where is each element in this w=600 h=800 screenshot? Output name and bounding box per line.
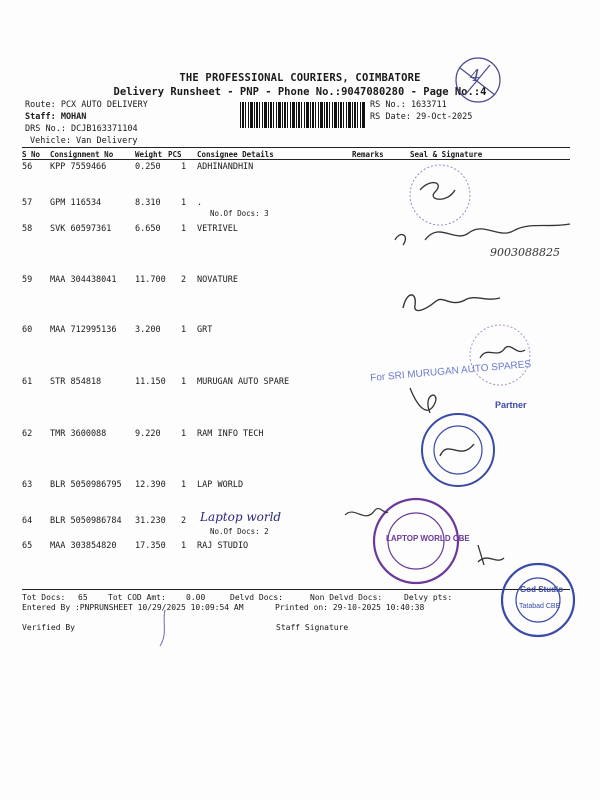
god-studio-name: God Studio — [520, 585, 564, 594]
drs-number: DRS No.: DCJB163371104 — [25, 124, 138, 134]
row-weight: 17.350 — [135, 541, 166, 551]
row-sno: 57 — [22, 198, 33, 208]
document-title: THE PROFESSIONAL COURIERS, COIMBATORE — [179, 72, 421, 84]
row-docs-count: No.Of Docs: 2 — [210, 527, 269, 536]
staff-label: Staff: MOHAN — [25, 112, 87, 122]
printed-on: Printed on: 29-10-2025 10:40:38 — [275, 603, 425, 612]
row-consignee: VETRIVEL — [197, 224, 238, 234]
row-sno: 65 — [22, 541, 33, 551]
staff-signature: Staff Signature — [276, 623, 349, 632]
row-consignment-no: MAA 712995136 — [50, 325, 117, 335]
god-studio-place: Tatabad CBE — [519, 603, 561, 610]
rs-date: RS Date: 29-Oct-2025 — [370, 112, 473, 122]
row-consignment-no: BLR 5050986784 — [50, 516, 122, 526]
barcode — [240, 102, 366, 128]
row-consignment-no: TMR 3600088 — [50, 429, 107, 439]
row-sno: 58 — [22, 224, 33, 234]
row-pcs: 1 — [181, 541, 187, 551]
partner-stamp-text: Partner — [495, 400, 527, 410]
row-consignment-no: GPM 116534 — [50, 198, 102, 208]
col-consignment: Consignment No — [50, 150, 114, 159]
col-weight: Weight — [135, 150, 163, 159]
row-consignment-no: STR 854818 — [50, 377, 102, 387]
verified-scribble — [150, 608, 180, 648]
row-pcs: 1 — [181, 480, 187, 490]
row-consignee: ADHINANDHIN — [197, 162, 254, 172]
row-consignee: RAM INFO TECH — [197, 429, 264, 439]
row-weight: 3.200 — [135, 325, 161, 335]
header-rule-top — [22, 147, 570, 148]
row-consignee: NOVATURE — [197, 275, 238, 285]
row-docs-count: No.Of Docs: 3 — [210, 209, 269, 218]
col-seal-signature: Seal & Signature — [410, 150, 483, 159]
row-consignment-no: KPP 7559466 — [50, 162, 107, 172]
row58-signature — [385, 210, 585, 270]
col-sno: S No — [22, 150, 41, 159]
entered-by: Entered By :PNPRUNSHEET 10/29/2025 10:09:54 AM — [22, 603, 244, 612]
row-consignee: LAP WORLD — [197, 480, 244, 490]
non-delvd-docs-label: Non Delvd Docs: — [310, 593, 383, 602]
row62-seal — [418, 410, 498, 490]
row60-seal — [455, 320, 545, 390]
row-sno: 59 — [22, 275, 33, 285]
lap-world-stamp-text: LAPTOP WORLD CBE — [386, 534, 470, 543]
row-pcs: 1 — [181, 429, 187, 439]
row-pcs: 1 — [181, 377, 187, 387]
col-pcs: PCS — [168, 150, 182, 159]
row-sno: 61 — [22, 377, 33, 387]
tot-docs-value: 65 — [78, 593, 88, 602]
row-weight: 12.390 — [135, 480, 166, 490]
row-pcs: 1 — [181, 325, 187, 335]
god-studio-stamp — [498, 560, 578, 640]
row-weight: 31.230 — [135, 516, 166, 526]
tot-cod-value: 0.00 — [186, 593, 206, 602]
row-sno: 64 — [22, 516, 33, 526]
col-remarks: Remarks — [352, 150, 384, 159]
row-consignee: . — [197, 198, 203, 208]
rs-number: RS No.: 1633711 — [370, 100, 447, 110]
footer-rule — [22, 589, 570, 590]
row-sno: 62 — [22, 429, 33, 439]
route-label: Route: PCX AUTO DELIVERY — [25, 100, 148, 110]
row-weight: 8.310 — [135, 198, 161, 208]
tot-docs-label: Tot Docs: — [22, 593, 66, 602]
row-pcs: 1 — [181, 224, 187, 234]
row-weight: 6.650 — [135, 224, 161, 234]
row-pcs: 1 — [181, 198, 187, 208]
runsheet-subtitle: Delivery Runsheet - PNP - Phone No.:9047080280 - Page No.:4 — [113, 86, 487, 98]
tot-cod-label: Tot COD Amt: — [108, 593, 166, 602]
row-sno: 56 — [22, 162, 33, 172]
handwritten-phone: 9003088825 — [490, 246, 560, 259]
page-mark-number: 4 — [470, 66, 481, 85]
row-consignment-no: BLR 5050986795 — [50, 480, 122, 490]
murugan-stamp: For SRI MURUGAN AUTO SPARES — [369, 358, 532, 385]
row-pcs: 2 — [181, 516, 187, 526]
row-consignment-no: MAA 303854820 — [50, 541, 117, 551]
row-weight: 11.700 — [135, 275, 166, 285]
row64-handwritten-name: Laptop world — [200, 510, 282, 524]
row-consignee: GRT — [197, 325, 213, 335]
row-consignment-no: SVK 60597361 — [50, 224, 112, 234]
row-consignee: RAJ STUDIO — [197, 541, 249, 551]
delvy-pts-label: Delvy pts: — [404, 593, 453, 602]
row-sno: 63 — [22, 480, 33, 490]
row-weight: 0.250 — [135, 162, 161, 172]
delvd-docs-label: Delvd Docs: — [230, 593, 283, 602]
row-pcs: 2 — [181, 275, 187, 285]
row-sno: 60 — [22, 325, 33, 335]
verified-by: Verified By — [22, 623, 75, 632]
vehicle-label: Vehicle: Van Delivery — [30, 136, 138, 146]
row-weight: 9.220 — [135, 429, 161, 439]
row64-signature — [340, 500, 390, 530]
row-consignee: MURUGAN AUTO SPARE — [197, 377, 290, 387]
row-consignment-no: MAA 304438041 — [50, 275, 117, 285]
row65-signature — [470, 540, 510, 570]
col-consignee: Consignee Details — [197, 150, 274, 159]
row-pcs: 1 — [181, 162, 187, 172]
header-rule-bottom — [22, 159, 570, 160]
row-weight: 11.150 — [135, 377, 166, 387]
